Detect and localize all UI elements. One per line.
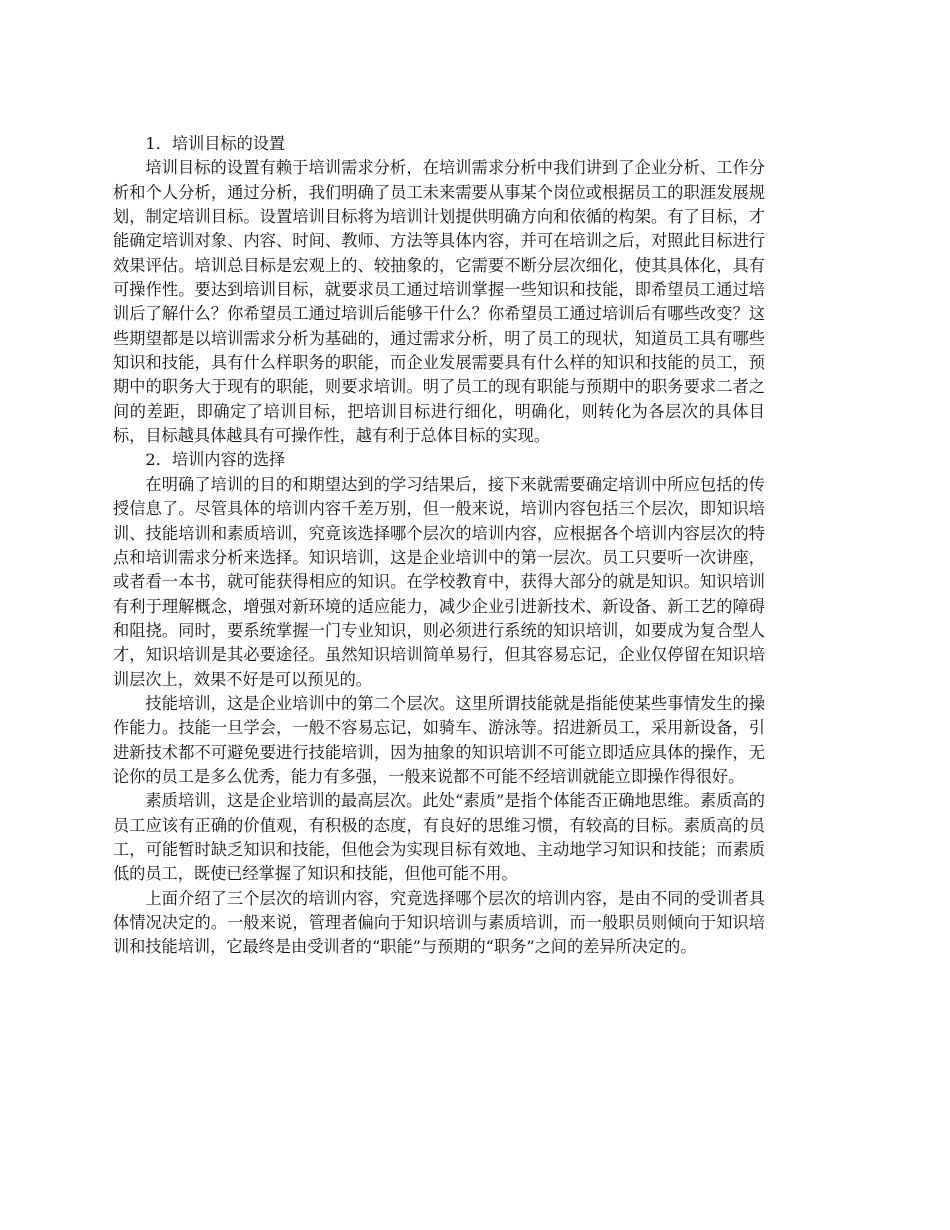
paragraph-training-goals: 培训目标的设置有赖于培训需求分析，在培训需求分析中我们讲到了企业分析、工作分析和个人分析，通过分析，我们明确了员工未来需要从事某个岗位或根据员工的职涯发展规划，制定培训目标。设置培训目标将为培训计划提供明确方向和依循的构架。有了目标，才能确定培训对象、内容、时间、教师、方法等具体内容，并可在培训之后，对照此目标进行效果评估。培训总目标是宏观上的、较抽象的，它需要不断分层次细化，使其具体化，具有可操作性。要达到培训目标，就要求员工通过培训掌握一些知识和技能，即希望员工通过培训后了解什么？你希望员工通过培训后能够干什么？你希望员工通过培训后有哪些改变？这些期望都是以培训需求分析为基础的，通过需求分析，明了员工的现状，知道员工具有哪些知识和技能，具有什么样职务的职能，而企业发展需要具有什么样的知识和技能的员工，预期中的职务大于现有的职能，则要求培训。明了员工的现有职能与预期中的职务要求二者之间的差距，即确定了培训目标，把培训目标进行细化，明确化，则转化为各层次的具体目标，目标越具体越具有可操作性，越有利于总体目标的实现。 bbox=[113, 158, 765, 446]
paragraph-knowledge-training: 在明确了培训的目的和期望达到的学习结果后，接下来就需要确定培训中所应包括的传授信息了。尽管具体的培训内容千差万别，但一般来说，培训内容包括三个层次，即知识培训、技能培训和素质培训，究竟该选择哪个层次的培训内容，应根据各个培训内容层次的特点和培训需求分析来选择。知识培训，这是企业培训中的第一层次。员工只要听一次讲座，或者看一本书，就可能获得相应的知识。在学校教育中，获得大部分的就是知识。知识培训有利于理解概念，增强对新环境的适应能力，减少企业引进新技术、新设备、新工艺的障碍和阻挠。同时，要系统掌握一门专业知识，则必须进行系统的知识培训，如要成为复合型人才，知识培训是其必要途径。虽然知识培训简单易行，但其容易忘记，企业仅停留在知识培训层次上，效果不好是可以预见的。 bbox=[113, 474, 765, 689]
document-page bbox=[113, 132, 765, 960]
section-heading-training-content: 2．培训内容的选择 bbox=[145, 450, 286, 470]
paragraph-skill-training: 技能培训，这是企业培训中的第二个层次。这里所谓技能就是指能使某些事情发生的操作能力。技能一旦学会，一般不容易忘记，如骑车、游泳等。招进新员工，采用新设备，引进新技术都不可避免要进行技能培训，因为抽象的知识培训不可能立即适应具体的操作，无论你的员工是多么优秀，能力有多强，一般来说都不可能不经培训就能立即操作得很好。 bbox=[113, 693, 765, 786]
paragraph-conclusion: 上面介绍了三个层次的培训内容，究竟选择哪个层次的培训内容，是由不同的受训者具体情况决定的。一般来说，管理者偏向于知识培训与素质培训，而一般职员则倾向于知识培训和技能培训，它最终是由受训者的“职能”与预期的“职务”之间的差异所决定的。 bbox=[113, 888, 765, 957]
paragraph-quality-training: 素质培训，这是企业培训的最高层次。此处“素质”是指个体能否正确地思维。素质高的员工应该有正确的价值观，有积极的态度，有良好的思维习惯，有较高的目标。素质高的员工，可能暂时缺乏知识和技能，但他会为实现目标有效地、主动地学习知识和技能；而素质低的员工，既使已经掌握了知识和技能，但他可能不用。 bbox=[113, 791, 765, 884]
section-heading-training-goals: 1．培训目标的设置 bbox=[145, 134, 286, 153]
